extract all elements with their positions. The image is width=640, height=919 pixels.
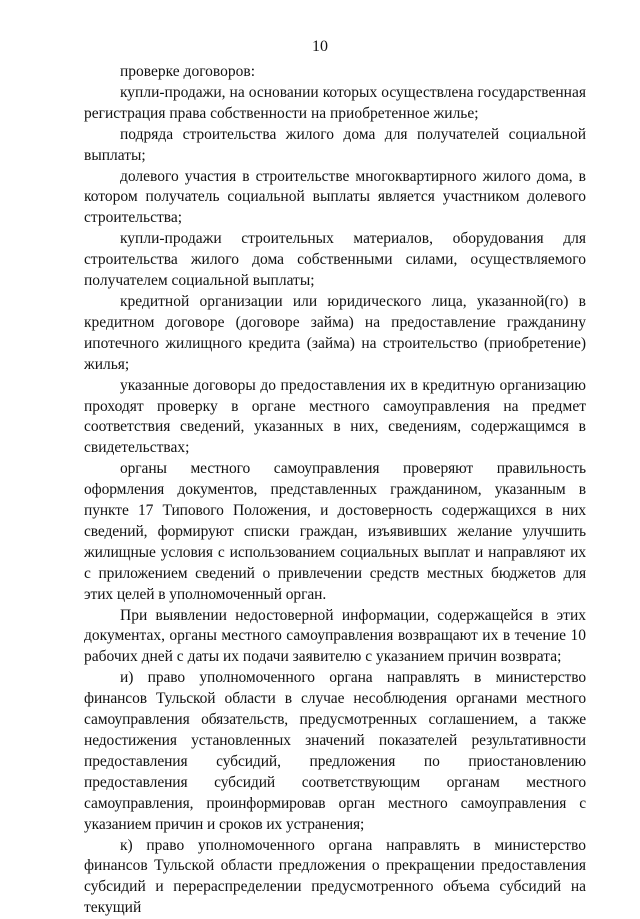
paragraph-item-i: и) право уполномоченного органа направлять в министерство финансов Тульской области в случае несоблюдения органами местного самоуправления обязательств, предусмотренных соглашением, а также недостижения установленных значений показателей результативности предоставления субсидий, предложения по приостановлению предоставления субсидий соответствующим органам местного самоуправления, проинформировав орган местного самоуправления с указанием причин и сроков их устранения; <box>84 669 586 833</box>
paragraph-contract-review: проверке договоров: <box>120 63 255 80</box>
paragraph-contract-verification: указанные договоры до предоставления их в кредитную организацию проходят проверку в органе местного самоуправления на предмет соответствия сведений, указанных в них, сведениям, содержащимся в свидетельствах; <box>84 376 586 457</box>
paragraph-construction-contract: подряда строительства жилого дома для получателей социальной выплаты; <box>84 125 586 164</box>
paragraph-building-materials: купли-продажи строительных материалов, оборудования для строительства жилого дома собственными силами, осуществляемого получателем социальной выплаты; <box>84 230 586 290</box>
paragraph-local-authorities: органы местного самоуправления проверяют правильность оформления документов, представленных гражданином, указанным в пункте 17 Типового Положения, и достоверность содержащихся в них сведений, формируют списки граждан, изъявивших желание улучшить жилищные условия с использованием социальных выплат и направляют их с приложением сведений о привлечении средств местных бюджетов для этих целей в уполномоченный орган. <box>84 460 586 603</box>
paragraph-credit-organization: кредитной организации или юридического лица, указанной(го) в кредитном договоре (договоре займа) на предоставление гражданину ипотечного жилищного кредита (займа) на строительство (приобретение) жилья; <box>84 292 586 373</box>
document-body <box>84 62 586 919</box>
paragraph-invalid-information: При выявлении недостоверной информации, содержащейся в этих документах, органы местного самоуправления возвращают их в течение 10 рабочих дней с даты их подачи заявителю с указанием причин возврата; <box>84 606 586 666</box>
paragraph-purchase-sale: купли-продажи, на основании которых осуществлена государственная регистрация права собственности на приобретенное жилье; <box>84 83 586 122</box>
paragraph-item-k: к) право уполномоченного органа направлять в министерство финансов Тульской области предложения о прекращении предоставления субсидий и перераспределении предусмотренного объема субсидий на текущий <box>84 836 586 917</box>
page-number: 10 <box>312 38 328 55</box>
paragraph-shared-construction: долевого участия в строительстве многоквартирного жилого дома, в котором получатель социальной выплаты является участником долевого строительства; <box>84 167 586 227</box>
